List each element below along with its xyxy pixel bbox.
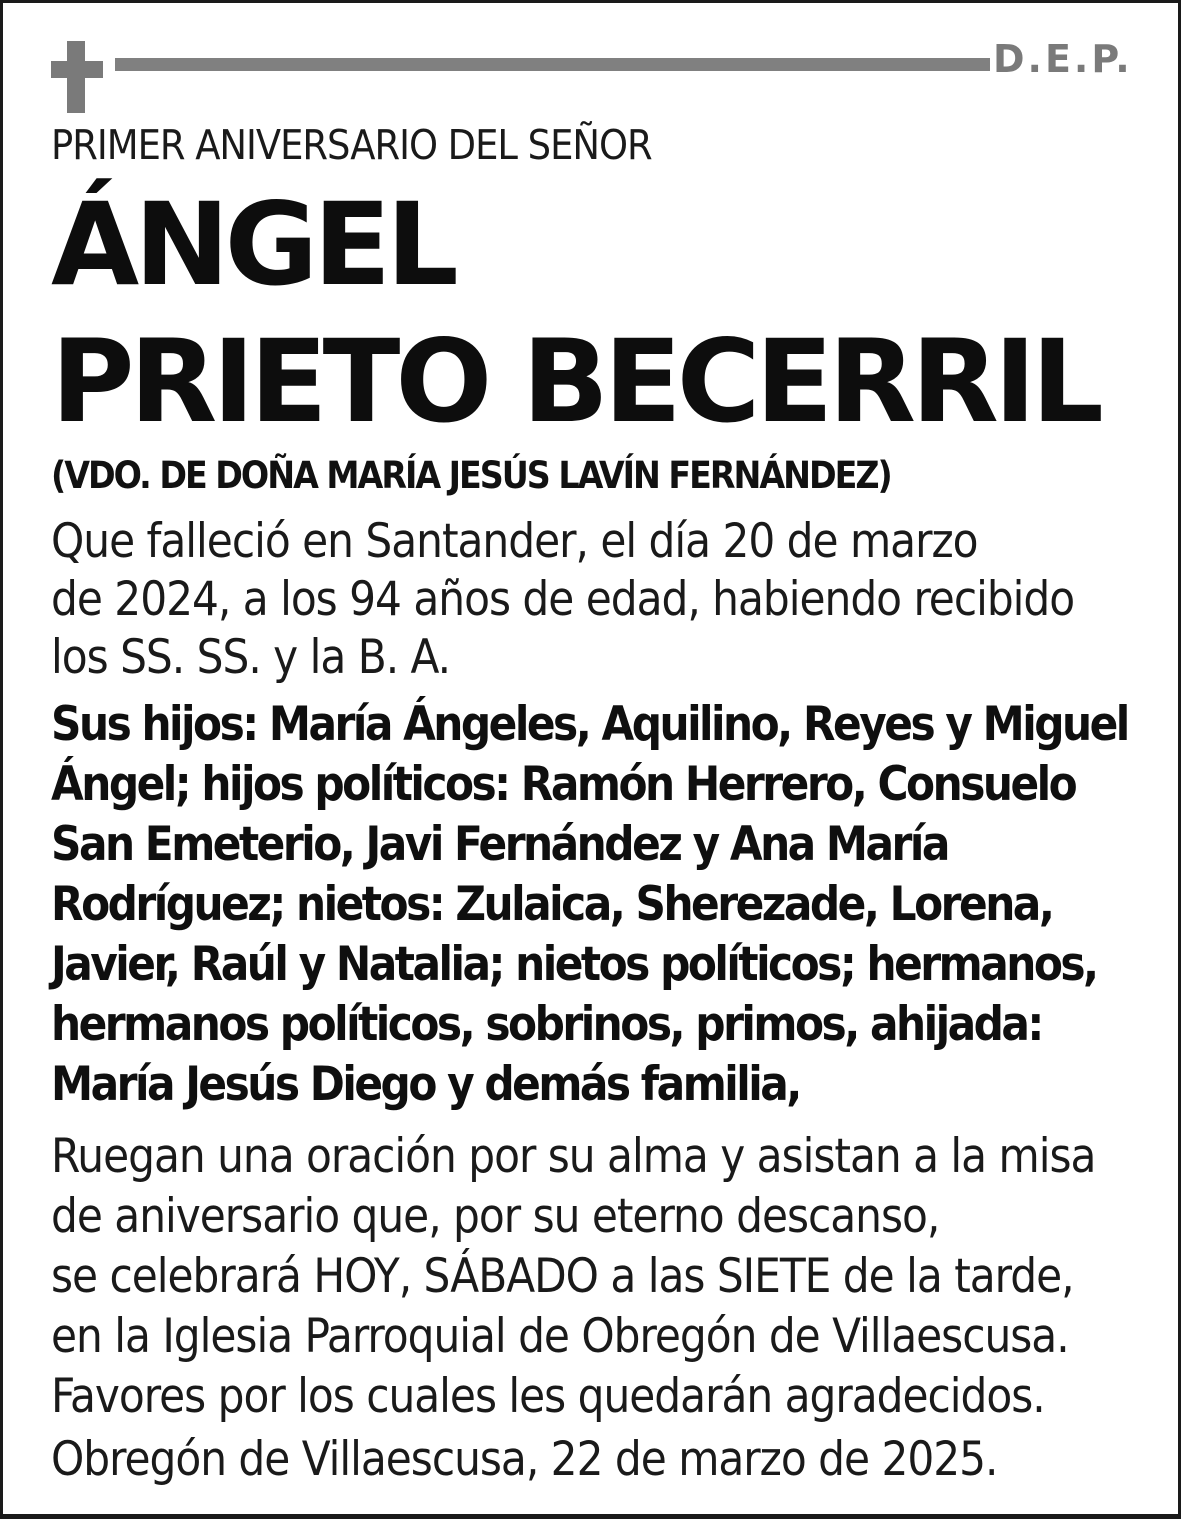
family-line: Rodríguez; nietos: Zulaica, Sherezade, Lorena, xyxy=(51,877,1053,932)
death-info-line: de 2024, a los 94 años de edad, habiendo recibido xyxy=(51,572,1075,627)
family-line: Javier, Raúl y Natalia; nietos políticos; hermanos, xyxy=(51,937,1097,992)
request-line: de aniversario que, por su eterno descanso, xyxy=(51,1189,940,1244)
widower-of: (VDO. DE DOÑA MARÍA JESÚS LAVÍN FERNÁNDEZ) xyxy=(51,454,891,497)
family-line: María Jesús Diego y demás familia, xyxy=(51,1057,800,1112)
request-line: Ruegan una oración por su alma y asistan a la misa xyxy=(51,1129,1096,1184)
request-line: se celebrará HOY, SÁBADO a las SIETE de la tarde, xyxy=(51,1249,1074,1304)
family-line: hermanos políticos, sobrinos, primos, ahijada: xyxy=(51,997,1042,1052)
family-line: San Emeterio, Javi Fernández y Ana María xyxy=(51,817,948,872)
place-and-date: Obregón de Villaescusa, 22 de marzo de 2025. xyxy=(51,1432,998,1487)
deceased-surnames: PRIETO BECERRIL xyxy=(51,315,1099,448)
request-line: Favores por los cuales les quedarán agradecidos. xyxy=(51,1369,1045,1424)
death-info-line: Que falleció en Santander, el día 20 de marzo xyxy=(51,514,978,569)
dep-label: D.E.P. xyxy=(993,37,1133,81)
death-info-line: los SS. SS. y la B. A. xyxy=(51,630,451,685)
notice-subtitle: PRIMER ANIVERSARIO DEL SEÑOR xyxy=(51,121,652,169)
family-line: Ángel; hijos políticos: Ramón Herrero, Consuelo xyxy=(51,757,1076,812)
deceased-first-name: ÁNGEL xyxy=(51,178,454,311)
request-line: en la Iglesia Parroquial de Obregón de Villaescusa. xyxy=(51,1309,1069,1364)
family-line: Sus hijos: María Ángeles, Aquilino, Reyes y Miguel xyxy=(51,697,1128,752)
latin-cross-icon xyxy=(51,41,103,113)
header-rule xyxy=(115,58,990,71)
